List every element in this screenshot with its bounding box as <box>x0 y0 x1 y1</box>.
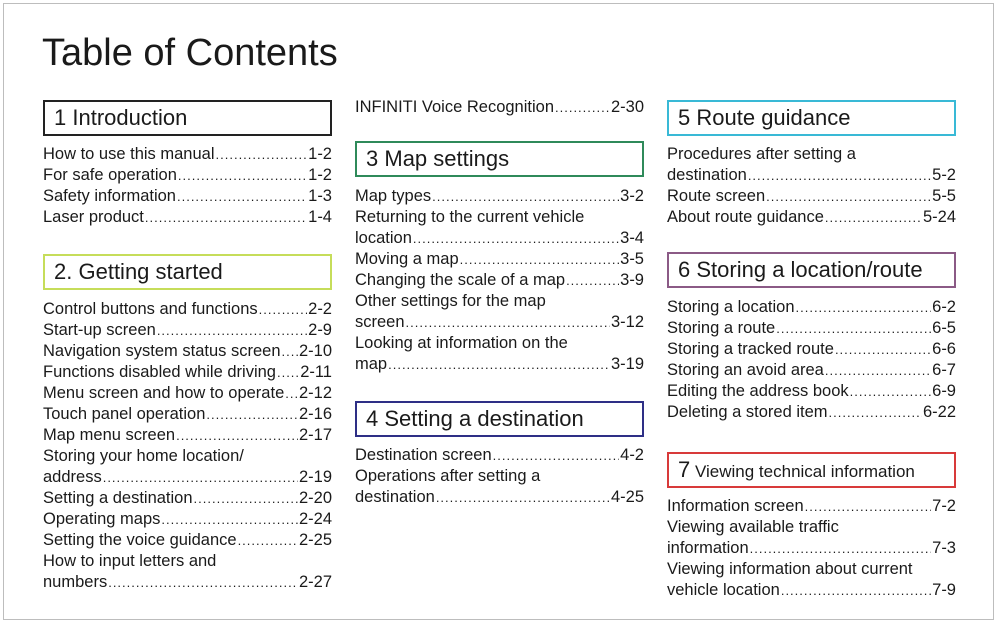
toc-entry[interactable] <box>355 207 644 249</box>
dot-leader <box>850 381 932 402</box>
dot-leader <box>796 297 932 318</box>
toc-entry-row <box>355 354 644 375</box>
toc-entry-row <box>43 467 332 488</box>
toc-entry-row <box>43 383 332 404</box>
dot-leader <box>829 402 922 423</box>
toc-entry-row <box>43 530 332 551</box>
toc-entry-title: screen <box>355 313 405 331</box>
toc-entry[interactable] <box>355 270 644 291</box>
toc-entry-row <box>355 186 644 207</box>
section-heading-viewing-technical-information[interactable] <box>667 452 956 488</box>
toc-entry-page-number: 2-27 <box>298 573 332 591</box>
toc-list-route-guidance <box>667 144 956 228</box>
toc-entry-page-number: 3-12 <box>610 313 644 331</box>
toc-entry-page-number: 6-7 <box>932 361 956 379</box>
section-heading-introduction[interactable] <box>43 100 332 136</box>
toc-entry-page-number: 3-9 <box>620 271 644 289</box>
toc-entry-row <box>667 496 956 517</box>
toc-entry-page-number: 4-25 <box>610 488 644 506</box>
toc-entry-title: Storing a tracked route <box>667 340 834 358</box>
toc-entry-row <box>43 488 332 509</box>
toc-entry-title: Control buttons and functions <box>43 300 258 318</box>
toc-entry[interactable] <box>355 97 644 118</box>
toc-entry-row <box>667 186 956 207</box>
section-label: Route guidance <box>696 105 851 130</box>
section-number: 1 <box>54 105 67 130</box>
section-number: 2. <box>54 259 73 284</box>
toc-entry[interactable] <box>355 186 644 207</box>
toc-entry-title: Map types <box>355 187 432 205</box>
toc-entry[interactable] <box>667 402 956 423</box>
toc-entry[interactable] <box>667 559 956 601</box>
section-number: 7 <box>678 457 691 482</box>
toc-entry-title: Storing an avoid area <box>667 361 824 379</box>
dot-leader <box>194 488 298 509</box>
dot-leader <box>432 186 619 207</box>
toc-entry-row <box>43 425 332 446</box>
dot-leader <box>436 487 610 508</box>
toc-entry[interactable] <box>43 404 332 425</box>
toc-entry-page-number: 3-4 <box>620 229 644 247</box>
toc-entry-title: Touch panel operation <box>43 405 206 423</box>
toc-entry[interactable] <box>43 551 332 593</box>
dot-leader <box>748 165 931 186</box>
toc-entry-title: address <box>43 468 102 486</box>
toc-entry-page-number: 6-9 <box>932 382 956 400</box>
toc-entry-page-number: 3-5 <box>620 250 644 268</box>
toc-entry[interactable] <box>43 425 332 446</box>
dot-leader <box>157 320 307 341</box>
section-heading-getting-started[interactable] <box>43 254 332 290</box>
toc-entry[interactable] <box>43 299 332 320</box>
section-heading-route-guidance[interactable] <box>667 100 956 136</box>
toc-entry-page-number: 6-5 <box>932 319 956 337</box>
dot-leader <box>566 270 619 291</box>
toc-entry[interactable] <box>43 186 332 207</box>
toc-entry-page-number: 2-2 <box>308 300 332 318</box>
toc-entry-row <box>43 186 332 207</box>
toc-entry-title-line: Storing your home location/ <box>43 447 244 465</box>
toc-entry-title: INFINITI Voice Recognition <box>355 98 554 116</box>
toc-list-viewing-technical-information <box>667 496 956 601</box>
toc-entry[interactable] <box>43 509 332 530</box>
dot-leader <box>277 362 299 383</box>
dot-leader <box>781 580 931 601</box>
toc-entry-page-number: 6-6 <box>932 340 956 358</box>
toc-entry[interactable] <box>43 165 332 186</box>
section-number: 3 <box>366 146 379 171</box>
toc-entry-row <box>43 165 332 186</box>
toc-entry-title: vehicle location <box>667 581 780 599</box>
toc-entry-title-line: How to input letters and <box>43 552 217 570</box>
toc-entry-title-line: Viewing available traffic <box>667 518 839 536</box>
dot-leader <box>108 572 298 593</box>
toc-entry-title-line: Operations after setting a <box>355 467 541 485</box>
dot-leader <box>177 186 307 207</box>
dot-leader <box>493 445 619 466</box>
toc-entry-page-number: 6-2 <box>932 298 956 316</box>
toc-entry-title: Information screen <box>667 497 804 515</box>
dot-leader <box>259 299 308 320</box>
section-label: Storing a location/route <box>696 257 923 282</box>
section-heading-storing-a-location-route[interactable] <box>667 252 956 288</box>
toc-entry-row <box>43 320 332 341</box>
toc-entry-title: Deleting a stored item <box>667 403 828 421</box>
toc-entry[interactable] <box>355 249 644 270</box>
toc-entry-page-number: 2-16 <box>298 405 332 423</box>
dot-leader <box>161 509 298 530</box>
toc-entry-title: Operating maps <box>43 510 161 528</box>
toc-entry[interactable] <box>43 320 332 341</box>
toc-entry-title: numbers <box>43 573 108 591</box>
toc-entry-page-number: 3-19 <box>610 355 644 373</box>
toc-entry[interactable] <box>667 496 956 517</box>
section-number: 5 <box>678 105 691 130</box>
section-label: Map settings <box>384 146 510 171</box>
toc-entry[interactable] <box>355 291 644 333</box>
dot-leader <box>825 207 922 228</box>
toc-entry-title: destination <box>355 488 435 506</box>
toc-entry[interactable] <box>667 207 956 228</box>
toc-entry-title: Map menu screen <box>43 426 176 444</box>
section-heading-map-settings[interactable] <box>355 141 644 177</box>
dot-leader <box>238 530 298 551</box>
toc-entry[interactable] <box>355 445 644 466</box>
toc-entry-page-number: 4-2 <box>620 446 644 464</box>
toc-entry[interactable] <box>667 297 956 318</box>
toc-entry-title-line: Other settings for the map <box>355 292 546 310</box>
toc-entry-page-number: 6-22 <box>922 403 956 421</box>
toc-entry-row <box>43 404 332 425</box>
toc-entry-row <box>355 249 644 270</box>
toc-entry-page-number: 5-24 <box>922 208 956 226</box>
toc-entry-row <box>667 297 956 318</box>
toc-entry[interactable] <box>667 360 956 381</box>
toc-entry-title: location <box>355 229 412 247</box>
toc-entry-page-number: 3-2 <box>620 187 644 205</box>
toc-list-voice-recognition <box>355 97 644 118</box>
page-title: Table of Contents <box>42 32 338 74</box>
toc-entry-row <box>667 339 956 360</box>
toc-entry-row <box>667 207 956 228</box>
toc-entry-page-number: 2-24 <box>298 510 332 528</box>
toc-entry-title: About route guidance <box>667 208 824 226</box>
toc-entry-row <box>43 207 332 228</box>
toc-entry-row <box>43 509 332 530</box>
toc-entry-row <box>667 381 956 402</box>
toc-entry[interactable] <box>355 466 644 508</box>
dot-leader <box>282 341 298 362</box>
toc-entry[interactable] <box>43 144 332 165</box>
toc-entry-page-number: 2-9 <box>308 321 332 339</box>
toc-entry-title: Start-up screen <box>43 321 156 339</box>
toc-entry[interactable] <box>667 339 956 360</box>
toc-list-getting-started <box>43 299 332 593</box>
toc-list-map-settings <box>355 186 644 375</box>
toc-entry-title: map <box>355 355 388 373</box>
toc-entry-title: information <box>667 539 749 557</box>
toc-entry-row <box>43 299 332 320</box>
toc-entry-title: Safety information <box>43 187 176 205</box>
dot-leader <box>406 312 610 333</box>
toc-entry-page-number: 2-30 <box>610 98 644 116</box>
dot-leader <box>206 404 298 425</box>
toc-entry-row <box>355 97 644 118</box>
toc-entry-title: How to use this manual <box>43 145 215 163</box>
toc-entry-page-number: 2-17 <box>298 426 332 444</box>
toc-entry[interactable] <box>355 333 644 375</box>
toc-entry-page-number: 2-19 <box>298 468 332 486</box>
toc-list-setting-a-destination <box>355 445 644 508</box>
toc-entry-row <box>355 270 644 291</box>
toc-entry-title-line: Viewing information about current <box>667 560 913 578</box>
toc-entry-row <box>667 402 956 423</box>
toc-entry-page-number: 5-2 <box>932 166 956 184</box>
toc-entry-title: Moving a map <box>355 250 459 268</box>
dot-leader <box>413 228 619 249</box>
dot-leader <box>750 538 932 559</box>
toc-entry-page-number: 7-9 <box>932 581 956 599</box>
section-label: Viewing technical information <box>694 462 915 481</box>
toc-entry-row <box>355 445 644 466</box>
toc-entry-page-number: 7-3 <box>932 539 956 557</box>
toc-entry-title: For safe operation <box>43 166 177 184</box>
toc-list-storing-a-location-route <box>667 297 956 423</box>
dot-leader <box>555 97 610 118</box>
dot-leader <box>285 383 298 404</box>
dot-leader <box>805 496 931 517</box>
dot-leader <box>388 354 610 375</box>
toc-entry-page-number: 2-10 <box>298 342 332 360</box>
dot-leader <box>776 318 931 339</box>
toc-entry-row <box>667 360 956 381</box>
toc-entry-title: Route screen <box>667 187 766 205</box>
toc-entry-title: Storing a location <box>667 298 795 316</box>
toc-entry-row <box>43 144 332 165</box>
toc-entry-title: Functions disabled while driving <box>43 363 276 381</box>
toc-entry[interactable] <box>667 144 956 186</box>
section-label: Getting started <box>78 259 223 284</box>
section-number: 6 <box>678 257 691 282</box>
section-label: Introduction <box>72 105 188 130</box>
toc-entry[interactable] <box>43 362 332 383</box>
dot-leader <box>460 249 620 270</box>
toc-entry[interactable] <box>43 446 332 488</box>
toc-entry-title-line: Looking at information on the <box>355 334 568 352</box>
toc-entry[interactable] <box>667 186 956 207</box>
toc-entry[interactable] <box>667 517 956 559</box>
toc-entry-title-line: Procedures after setting a <box>667 145 856 163</box>
toc-entry[interactable] <box>43 207 332 228</box>
toc-entry-page-number: 2-20 <box>298 489 332 507</box>
dot-leader <box>825 360 931 381</box>
toc-entry-title: Setting the voice guidance <box>43 531 237 549</box>
toc-entry-page-number: 2-25 <box>298 531 332 549</box>
toc-entry-row <box>43 341 332 362</box>
dot-leader <box>145 207 307 228</box>
toc-entry-row <box>355 312 644 333</box>
toc-entry-page-number: 7-2 <box>932 497 956 515</box>
toc-entry-title: Laser product <box>43 208 144 226</box>
dot-leader <box>835 339 931 360</box>
section-label: Setting a destination <box>384 406 584 431</box>
dot-leader <box>766 186 931 207</box>
toc-entry-page-number: 5-5 <box>932 187 956 205</box>
toc-entry[interactable] <box>43 530 332 551</box>
dot-leader <box>216 144 308 165</box>
toc-entry-page-number: 1-2 <box>308 145 332 163</box>
toc-entry-title: Navigation system status screen <box>43 342 281 360</box>
toc-entry-title: Destination screen <box>355 446 492 464</box>
toc-entry-page-number: 1-3 <box>308 187 332 205</box>
toc-entry-row <box>43 572 332 593</box>
toc-entry-page-number: 1-4 <box>308 208 332 226</box>
toc-entry-row <box>667 580 956 601</box>
section-number: 4 <box>366 406 379 431</box>
dot-leader <box>103 467 298 488</box>
toc-entry-title: Setting a destination <box>43 489 193 507</box>
toc-entry-row <box>667 165 956 186</box>
toc-entry-row <box>43 362 332 383</box>
toc-entry-row <box>667 538 956 559</box>
toc-entry-title-line: Returning to the current vehicle <box>355 208 585 226</box>
toc-entry[interactable] <box>667 381 956 402</box>
toc-entry[interactable] <box>43 341 332 362</box>
toc-list-introduction <box>43 144 332 228</box>
dot-leader <box>178 165 307 186</box>
toc-entry-title: Editing the address book <box>667 382 849 400</box>
toc-entry-row <box>667 318 956 339</box>
toc-entry[interactable] <box>43 488 332 509</box>
toc-entry[interactable] <box>667 318 956 339</box>
section-heading-setting-a-destination[interactable] <box>355 401 644 437</box>
toc-entry-page-number: 2-12 <box>298 384 332 402</box>
toc-entry-title: Menu screen and how to operate <box>43 384 285 402</box>
toc-entry[interactable] <box>43 383 332 404</box>
toc-entry-title: destination <box>667 166 747 184</box>
toc-entry-title: Changing the scale of a map <box>355 271 566 289</box>
toc-entry-page-number: 1-2 <box>308 166 332 184</box>
toc-entry-page-number: 2-11 <box>300 363 332 381</box>
dot-leader <box>176 425 298 446</box>
toc-entry-row <box>355 487 644 508</box>
toc-entry-row <box>355 228 644 249</box>
toc-entry-title: Storing a route <box>667 319 776 337</box>
